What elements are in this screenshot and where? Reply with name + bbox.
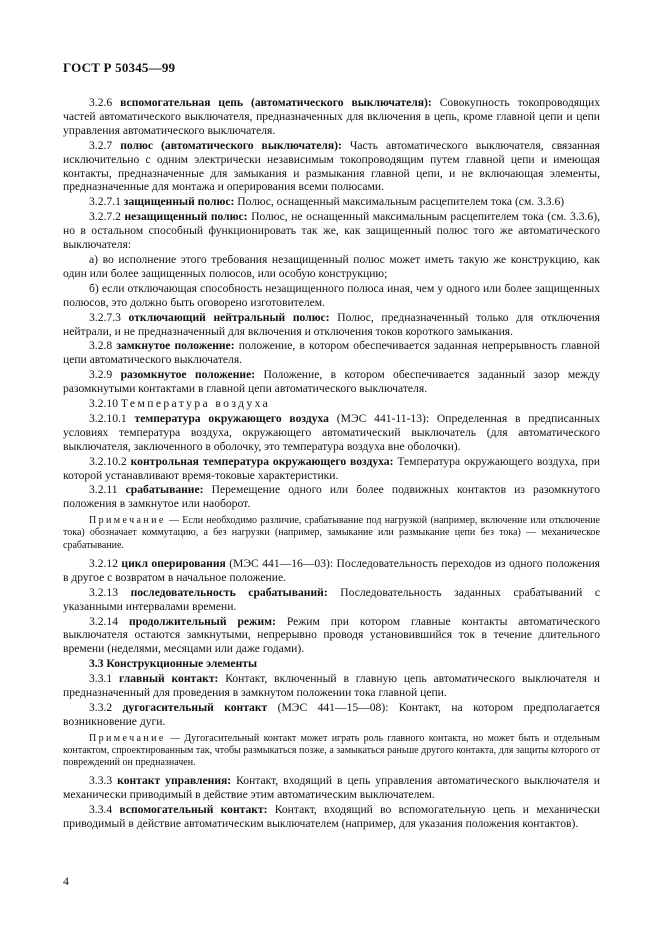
clause-number: 3.2.10: [89, 397, 118, 411]
definition: Перемещение одного или более подвижных контактов из разомкнутого положения в замкнутое или наоборот.: [63, 483, 600, 511]
clause-number: 3.3.2: [89, 700, 113, 714]
term: защищенный полюс:: [123, 195, 235, 209]
definition: Совокупность токопроводящих частей автоматического выключателя, предназначенных для включения в цепь, кроме главной цепи и цепи управления автоматического выключателя.: [63, 96, 600, 137]
clause-number: 3.2.14: [89, 614, 118, 628]
clause-number: 3.3.3: [89, 774, 113, 788]
paragraph-3-2-8: [63, 339, 600, 367]
list-item-text: б) если отключающая способность незащищенного полюса иная, чем у одного или более защищенных полюсов, это должно быть оговорено изготовителем.: [63, 281, 600, 309]
clause-number: 3.2.7.2: [89, 210, 121, 224]
definition: Полюс, не оснащенный максимальным расцепителем тока (см. 3.3.6), но в остальном способный функционировать так же, как защищенный полюс того же автоматического выключателя:: [63, 210, 600, 252]
clause-number: 3.2.13: [89, 585, 118, 599]
term: последовательность срабатываний:: [130, 585, 328, 599]
clause-number: 3.3.1: [89, 672, 113, 686]
term: продолжительный режим:: [128, 614, 276, 628]
term: контакт управления:: [117, 774, 232, 788]
note-label: Примечание: [89, 732, 166, 744]
clause-number: 3.2.8: [89, 339, 113, 353]
section-title: Конструкционные элементы: [106, 657, 258, 671]
definition: Полюс, оснащенный максимальным расцепителем тока (см. 3.3.6): [234, 195, 565, 209]
note-2: [63, 733, 600, 770]
paragraph-3-2-6: [63, 96, 600, 138]
paragraph-3-2-7-1: [63, 195, 600, 209]
paragraph-3-2-11: [63, 483, 600, 511]
definition: Контакт, включенный в главную цепь автоматического выключателя и предназначенный для проведения в замкнутом положении тока главной цепи.: [63, 672, 601, 700]
clause-number: 3.2.7.3: [89, 310, 121, 324]
paragraph-3-2-7-2: [63, 210, 600, 252]
term: дугогасительный контакт: [122, 700, 268, 714]
page-number: 4: [63, 874, 69, 888]
term: незащищенный полюс:: [124, 210, 248, 224]
clause-number: 3.2.11: [89, 483, 118, 497]
definition: Температура окружающего воздуха, при которой устанавливают время-токовые характеристики.: [63, 454, 601, 482]
definition: Последовательность заданных срабатываний с указанными интервалами времени.: [63, 585, 600, 613]
paragraph-3-2-12: [63, 557, 600, 585]
term: полюс (автоматического выключателя):: [120, 138, 342, 152]
document-body: [63, 96, 600, 832]
term: замкнутое положение:: [116, 339, 235, 353]
list-item-b: [63, 282, 600, 310]
definition: (МЭС 441—15—08): Контакт, на котором предполагается возникновение дуги.: [63, 700, 600, 728]
term: разомкнутое положение:: [120, 368, 256, 382]
term: отключающий нейтральный полюс:: [128, 310, 330, 324]
clause-number: 3.2.12: [89, 556, 118, 570]
paragraph-3-2-14: [63, 615, 600, 657]
definition: (МЭС 441—16—03): Последовательность переходов из одного положения в другое с возвратом в начальное положение.: [63, 556, 600, 584]
clause-number: 3.2.7: [89, 138, 113, 152]
clause-number: 3.2.10.1: [89, 411, 127, 425]
definition: Положение, в котором обеспечивается заданный зазор между разомкнутыми контактами в главной цепи автоматического выключателя.: [63, 368, 601, 396]
paragraph-3-3-1: [63, 672, 600, 700]
section-number: 3.3: [89, 657, 104, 671]
paragraph-3-2-9: [63, 368, 600, 396]
clause-number: 3.2.10.2: [89, 454, 127, 468]
paragraph-3-2-10: [63, 397, 600, 411]
note-text: — Дугогасительный контакт может играть роль главного контакта, но может быть и отдельным контактом, спроектированным так, чтобы размыкаться позже, а замыкаться раньше другого контакта, для защиты которого от повреждений он предназначен.: [63, 732, 600, 769]
paragraph-3-2-7: [63, 139, 600, 195]
definition: Режим при котором главные контакты автоматического выключателя остаются замкнутыми, непрерывно проводя установившийся ток в течение длительного времени (неделями, месяцами или даже годами).: [63, 614, 601, 656]
definition: Полюс, предназначенный только для отключения нейтрали, и не предназначенный для включения и отключения токов короткого замыкания.: [63, 310, 600, 338]
paragraph-3-3-3: [63, 774, 600, 802]
definition: (МЭС 441-11-13): Определенная в предписанных условиях температура воздуха, окружающего автоматический выключатель (для автоматического выключателя, заключенного в оболочку, это температура воздуха вне оболочки).: [63, 411, 601, 453]
definition: Контакт, входящий во вспомогательную цепь и механически приводимый в действие автоматическим выключателем (например, для указания положения контактов).: [63, 803, 600, 831]
term: срабатывание:: [125, 483, 204, 497]
section-heading-3-3: [63, 657, 600, 671]
definition: положение, в котором обеспечивается заданная непрерывность главной цепи автоматического выключателя.: [63, 339, 600, 367]
paragraph-3-2-10-2: [63, 455, 600, 483]
term: контрольная температура окружающего воздуха:: [130, 454, 394, 468]
paragraph-3-3-4: [63, 803, 600, 831]
paragraph-3-2-7-3: [63, 311, 600, 339]
term: цикл оперирования: [121, 556, 226, 570]
note-text: — Если необходимо различие, срабатывание под нагрузкой (например, включение или отключение тока) обозначает коммутацию, а без нагрузки (например, замыкание или размыкание цепи без тока) — механическое срабатывание.: [63, 515, 600, 551]
term: вспомогательный контакт:: [119, 803, 268, 817]
clause-number: 3.3.4: [89, 803, 113, 817]
note-label: Примечание: [89, 515, 166, 527]
clause-number: 3.2.7.1: [89, 195, 121, 209]
paragraph-3-2-13: [63, 586, 600, 614]
paragraph-3-2-10-1: [63, 412, 600, 454]
clause-number: 3.2.6: [89, 96, 113, 109]
list-item-a: [63, 253, 600, 281]
subsection-heading: Температура воздуха: [120, 397, 271, 411]
definition: Часть автоматического выключателя, связанная исключительно с одним электрически независимым токопроводящим путем главной цепи и имеющая контакты, предназначенные для замыкания и размыкания главной цепи, и не включающая элементы, предназначенные для монтажа и оперирования всеми полюсами.: [63, 138, 600, 194]
term: вспомогательная цепь (автоматического выключателя):: [120, 96, 432, 109]
term: температура окружающего воздуха: [134, 411, 329, 425]
paragraph-3-3-2: [63, 701, 600, 729]
term: главный контакт:: [119, 672, 219, 686]
list-item-text: а) во исполнение этого требования незащищенный полюс может иметь такую же конструкцию, как один или более защищенных полюсов, или особую конструкцию;: [63, 252, 600, 280]
page-header: ГОСТ Р 50345—99: [63, 60, 176, 75]
clause-number: 3.2.9: [89, 368, 113, 382]
definition: Контакт, входящий в цепь управления автоматического выключателя и механически приводимый в действие этим автоматическим выключателем.: [63, 774, 600, 802]
note-1: [63, 515, 600, 552]
